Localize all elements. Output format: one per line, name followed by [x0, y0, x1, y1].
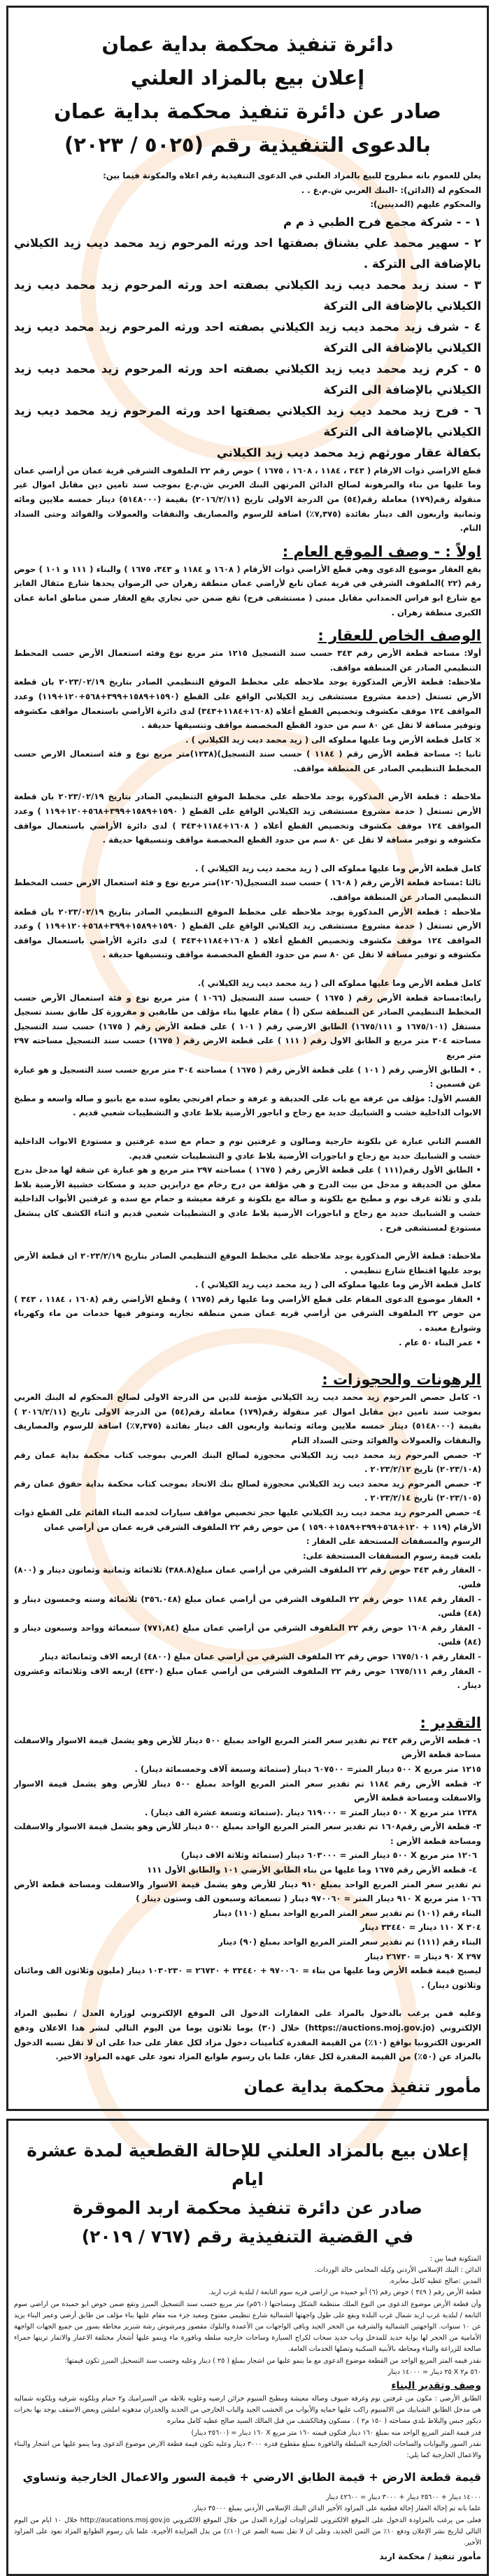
paragraph: ٢- حصص المرحوم زيد محمد ديب زيد الكيلاني محجوزة لصالح البنك العربي بموجب كتاب محكمة بداية عمان رقم (٢٠٢٣/١٠٨) تاريخ ٢٠٢٣/٢/١٢ .	[14, 1450, 481, 1475]
paragraph: ملاحظة: قطعة الأرض المذكورة يوجد ملاحظه على مخطط الموقع التنظيمي الصادر بتاريخ ٢٠٢٣/٢/١٩ ان قطعة الأرض يوجد عليها اقتطاع شارع تنظيمي .	[14, 1251, 481, 1275]
paragraph: • عمر البناء ٥٠ عام .	[399, 1337, 481, 1347]
paragraph: ١٢٣٨ متر مربع X ٥٠٠ دينار المتر = ٦١٩٠٠٠ دينار .(ستمائة وتسعة عشرة الف دينار) .	[144, 1807, 477, 1817]
section-heading: التقدير :	[420, 1714, 481, 1731]
paragraph: ليصبح قيمة قطعه الأرض وما عليها من بناء = ٩٧٠٠٦٠ + ٣٣٤٤٠ + ٢٦٧٣٠ = ١٠٣٠٢٣٠ دينار (مليون وثلاثون الف ومائتان وثلاثون دينار) .	[14, 1966, 481, 1990]
paragraph: القسم الأول: مؤلف من غرفة مع باب على الحديقة و غرفة و حمام افرنجي يعلوه سده مع بانيو و صاله واسعه و مطبخ الابواب الداخلية خشب و الشبابيك حديد مع زجاج و اباجور الأرضية بلاط عادي و التشطيبات شعبي قديم .	[14, 1093, 481, 1118]
spacer	[14, 1350, 481, 1364]
paragraph: . • الطابق الأرضي رقم ( ١٠١ ) على قطعة الأرض رقم ( ١٦٧٥ ) مساحته ٣٠٤ متر مربع حسب سند التسجيل و هو عبارة عن قسمين :	[14, 1064, 481, 1089]
paragraph: رابعا:مساحة قطعة الأرض رقم ( ١٦٧٥ ) حسب سند التسجيل (١٠٦٦ ) متر مربع نوع و فئة استعمال الأرض حسب المخطط التنظيمي الصادر عن المنطقة سكن (أ ) مقام عليها بناء مؤلف من طابقين و مفروزة كل طابق بسند تسجيل مستقل (١٦٧٥/١٠١ و ١٦٧٥/١١١) الطابق الارضي رقم ( ١٠١ ) على قطعة الأرض رقم ( ١٦٧٥) حسب سند التسجيل مساحته ٣٠٤ متر مربع و الطابق الاول رقم ( ١١١ ) على قطعة الارض رقم ( ١٦٧٥) حسب سند التسجيل مساحته ٢٩٧ متر مربع	[14, 992, 481, 1060]
paragraph: ملاحظه : قطعة الأرض المذكورة يوجد ملاحظه على مخطط الموقع التنظيمي الصادر بتاريخ ٢٠٢٣/٠٢/١٩ بان قطعة الأرض تستغل ( خدمة مشروع مستشفى زيد الكيلاني الواقع على القطع ( ١٥٩٠+١٥٨٩+٣٩٩+٥٦٨+١٢٠+١١٩ ) وعدد المواقف ١٢٤ موقف مكشوف وتخصيص القطع أعلاه ( ١٦٠٨+١١٨٤+٣٤٣ ) لدى دائرة الأراضي باستعمال مواقف مكشوفه و توفير مسافة لا تقل عن ٨٠ سم من حدود القطع المخصصة مواقف وتنسيقها حديقة .	[14, 906, 481, 960]
paragraph: القسم الثاني عبارة عن بلكونة خارجية وصالون و غرفتين نوم و حمام مع سده غرفتين و مستودع الابواب الداخلية خشب و الشبابيك حديد مع زجاج و اباجورات الأرضية بلاط عادي و التشطيبات شعبي قديم.	[14, 1136, 481, 1161]
notice-title-announcement: إعلان بيع بالمزاد العلني للإحالة القطعية لمدة عشرة ايام	[27, 2140, 469, 2189]
paragraph: ٣٠٤ X ١١٠ دينار = ٣٣٤٤٠ دينار	[360, 1922, 481, 1933]
paragraph: البناء رقم (١٠١) تم تقدير سعر المتر المربع الواحد بمبلغ (١١٠) دينار	[213, 1908, 481, 1918]
section-heading: وصف وتقدير البناء	[391, 2380, 481, 2392]
paragraph: ثانيا :- مساحة قطعة الأرض رقم ( ١١٨٤ ) حسب سند التسجيل)(١٢٣٨)متر مربع نوع و فئة استعمال الارض حسب المخطط التنظيمي الصادر عن المنطقة مواقف.	[14, 749, 481, 773]
notice-title-issuer: صادر عن دائرة تنفيذ محكمة بداية عمان	[54, 99, 441, 123]
paragraph: ٤- حصص المرحوم زيد محمد ديب زيد الكيلاني عليها حجز تخصيص مواقف سيارات لخدمه البناء القائم على القطع ذوات الأرقام (١١٩ + ١٢٠+٥٦٨+٣٩٩+١٥٨٩+١٥٩٠ ) من حوض رقم ٢٢ الملفوف الشرقي قريه عمان من أراضي عمان	[14, 1508, 481, 1532]
paragraph: ١- قطعه الأرض رقم ٣٤٣ تم تقدير سعر المتر المربع الواحد بمبلغ ٥٠٠ دينار للأرض وهو يشمل قيمة الاسوار والاسفلت مساحة قطعة الأرض	[14, 1735, 481, 1760]
notice-body	[14, 169, 481, 2099]
paragraph: قطع الاراضي ذوات الارقام ( ٣٤٣ ، ١١٨٤ ، ١٦٠٨ ، ١٦٧٥ ) حوض رقم ٢٢ الملفوف الشرقي قرية عمان من أراضي عمان وما عليها من بناء والمرهونة لصالح الدائن المرتهن البنك العربي ش.م.ع بموجب سند تامين دين مقابل اموال غير منقولة رقم(١٧٩) معاملة رقم(٥٤) من الدرجة الاولى تاريخ (٢٠١٦/٢/١١) بقيمة (٥١٤٨٠٠٠) دينار خمسه ملايين ومائه وثمانية واربعون الف دينار بفائدة (٧,٣٧٥٪) اضافة للرسوم والمصاريف والنفقات والعمولات والفوائد وحتى السداد التام.	[14, 465, 482, 534]
paragraph: - العقار رقم ٣٤٣ حوض رقم ٢٢ الملفوف الشرقي من أراضي عمان مبلغ(٣٨٨.٨) ثلاثمائة وثمانية وثمانون دينار و (٨٠٠) فلس.	[14, 1565, 481, 1589]
paragraph: - العقار رقم ١٦٧٥/١٠١ حوض رقم ٢٢ الملفوف الشرقي من أراضي عمان مبلغ (٤٨٠٠) اربعه الاف وثمانمائة دينار	[40, 1651, 481, 1661]
party-line: ٦ - فرح زيد محمد ديب زيد الكيلاني بصفتها احد ورثه المرحوم زيد محمد ديب زيد الكيلاني بالإضافة الى التركة	[14, 403, 481, 438]
party-line: ٥ - كرم زيد محمد ديب زيد الكيلاني بصفته احد ورثه المرحوم زيد محمد ديب زيد الكيلاني بالإضافة الى التركة	[14, 362, 481, 396]
paragraph: - العقار رقم ١٦٠٨ حوض رقم ٢٢ الملفوف الشرقي من أراضي عمان مبلغ (٧٧١,٨٤) سبعمائة وواحد وسبعون دينار و (٨٤) فلس.	[14, 1622, 482, 1647]
paragraph: كامل قطعة الأرض وما عليها مملوكه الى ( زيد محمد ديب زيد الكيلاني ) .	[194, 863, 481, 873]
paragraph: الدائن : البنك الإسلامي الأردني وكيله المحامي خالد الوردات.	[315, 2266, 481, 2274]
irbid-court-auction-notice	[6, 2119, 489, 2576]
paragraph: ملاحظه: قطعة الأرض المذكورة يوجد ملاحظه على مخطط الموقع التنظيمي الصادر بتاريخ ٢٠٢٣/٠٢/١٩ بان قطعة الأرض تستغل (خدمة مشروع مستشفى زيد الكيلاني الواقع على القطع (١٥٩٠+١٥٨٩+٣٩٩+٥٦٨+١٢٠+١١٩) وعدد المواقف ١٢٤ موقف مكشوف وتخصيص القطع أعلاه (١٦٠٨+١١٨٤+٣٤٣) لدى دائرة الأراضي باستعمال مواقف مكشوفه وتوفير مسافة لا تقل عن ٨٠ سم من حدود القطع المخصصة مواقف وتنسيقها حديقة .	[14, 677, 482, 731]
notice-title-case-number: في القضية التنفيذية رقم (٧٦٧ / ٢٠١٩)	[81, 2226, 414, 2247]
paragraph: يقع العقار موضوع الدعوى وهي قطع الأراضي ذوات الأرقام ( ١٦٠٨ و ١١٨٤ و ٣٤٣، ١٦٧٥ ) والبناء ( ١١١ و ١٠١ ) حوض رقم (٢٢ )الملفوف الشرقي في قرية عمان تابع لأراضي عمان منطقة زهران حي الرضوان يحدها شارع مثقال الفايز مع شارع ابو فراس الحمداني مقابل مبنى ( مستشفى فرح) تقع ضمن حي تجاري يقع العقار ضمن مناطق امانة عمان الكبرى منطقة زهران .	[14, 564, 482, 617]
paragraph: الطابق الأرضي : مكون من غرفتين نوم وغرفة ضيوف وصاله معيشة ومطبخ المنيوم خزائن ارضيه وعلويه بلاطه من السيراميك و٢ حمام وبلكونه شرقيه وبلكونه شماليه هي مدخل الطابق الشبابيك من الالمنيوم راكب عليها حمايه والأبواب من الخشب الجيد والباب الخارجي من الحديد والجدران مدهونه املشن وبعض الاسقف يوجد بها بحرات ديكور جبس والبلاط بلدي مساحته ( ١٥٠ م٢ ) . مسكون وقتالكشف من قبل المالك السيد صالح عطيه كامل معابره	[14, 2395, 481, 2426]
party-line: ٢ - سهير محمد علي بشناق بصفتها احد ورثه المرحوم زيد محمد ديب زيد الكيلاني بالإضافة الى التركة .	[14, 236, 481, 271]
notice-title-case-number: بالدعوى التنفيذية رقم (٥٠٢٥ / ٢٠٢٣)	[64, 133, 432, 157]
paragraph: وأن قطعة الأرض موضوع الدعوى من النوع الملك منتظمة الشكل ومساحتها (٥٦٠م) متر مربع حسب سند التسجيل المبرز وتقع ضمن حوض ابو حميده من اراضي سوم التابعة / لبلدية غرب اربد شمال غرب البلدة ويقع على طول واجهتها الشمالية شارع تنظيمي مفتوح ومعبد جزء منه مقام عليها بناء مؤلف من طابق أرضي وعمر البناء يزيد عن ١٠ سنوات. الواجهتين الشمالية والشرقية من الحجر الجيد وباقي الواجهات من الأعمدة والبلوك مقصور ومرشوش رشة شبريز محاطة بسور من جميع الجهات الواجهة الأمامية من الحجر لها بوابة حديد للمدخل وباب حديد سحاب لكراج السيارة وساحات خارجيه مبلطه ونافورة ماء وينمو عليها أشجار مختلفة الاعمار والاثمار تربتها حمراء صالحة للزراعة والبناء ومحاطه بالأبنية السكنية وتصلها الخدمات العامة.	[14, 2300, 482, 2354]
notice-title-announcement: إعلان بيع بالمزاد العلني	[130, 66, 365, 90]
paragraph: ٣- قطعة الأرض رقم١٦٠٨ تم تقدير سعر المتر المربع الواحد بمبلغ ٥٠٠ دينار للأرض وهو يشمل قيمة الاسوار والاسفلت ومساحة قطعة الأرض :	[14, 1822, 481, 1846]
section-heading: الوصف الخاص للعقار :	[318, 627, 481, 645]
spacer	[14, 847, 481, 861]
section-heading: الرهونات والحجوزات :	[322, 1371, 481, 1389]
party-line: ١ - - شركة مجمع فرح الطبي ذ م م	[283, 215, 481, 229]
spacer	[14, 1120, 481, 1134]
notice-headings	[14, 27, 481, 162]
notice-body	[14, 2254, 481, 2564]
notice-headings	[14, 2136, 481, 2251]
paragraph: الرسوم والمسقفات المستحقة على العقار :	[306, 1536, 481, 1547]
paragraph: علما بانه تم إحالة العقار إحالة قطعية على المزاود الأخير الدائن البنك الإسلامي الأردني بمبلغ ٣٥٠٠٠ دينار.	[192, 2505, 481, 2513]
paragraph: • الطابق الأول رقم(١١١ ) على قطعة الأرض رقم ( ١٦٧٥ ) مساحته ٢٩٧ متر مربع و هو عبارة عن شقة لها مدخل بدرج معلق من الحديقة و مدخل من بيت الدرج و هي مؤلفة من درج رخام مع درابزين حديد و مسكات خشبية الأرضية بلاط بلدي و ثلاثة غرف نوم و مطبخ مع بلكونة و صالة مع بلكونة و غرفة معيشة و حمام مع سده و غرفتين الأبواب الداخلية خشب و الشبابيك حديد مع زجاج و اباجورات الأرضية بلاط عادي و التشطيبات شعبي قديم و اثناء الكشف كان ينشغل مستودع لمستشفى فرح .	[14, 1165, 482, 1233]
paragraph: والمحكوم عليهم (المدينين):	[370, 199, 481, 210]
party-line: بكفالة عقار مورثهم زيد محمد ديب زيد الكيلاني	[216, 445, 481, 459]
paragraph: المتكونة فيما بين :	[429, 2254, 481, 2263]
party-line: ٤ - شرف زيد محمد ديب زيد الكيلاني بصفته احد ورثه المرحوم زيد محمد ديب زيد الكيلاني بالإضافة الى التركة	[14, 320, 481, 355]
amman-court-auction-notice	[6, 6, 489, 2111]
paragraph: أولا: مساحه قطعة الأرض رقم ٣٤٣ حسب سند التسجيل ١٢١٥ متر مربع نوع وفئه استعمال الأرض حسب المخطط التنظيمي الصادر عن المنطقه مواقف.	[14, 648, 481, 673]
party-line: قيمة قطعة الارض + قيمة الطابق الارضي + قيمة السور والاعمال الخارجية وتساوي	[22, 2470, 481, 2484]
paragraph: ملاحظه : قطعة الأرض المذكورة يوجد ملاحظه على مخطط الموقع التنظيمي الصادر بتاريخ ٢٠٢٣/٠٢/١٩ بان قطعة الأرض تستغل ( خدمة مشروع مستشفى زيد الكيلاني الواقع على القطع ( ١٥٩٠+١٥٨٩+٣٩٩+٥٦٨+١٢٠+١١٩ ) وعدد المواقف ١٢٤ موقف مكشوف وتخصيص القطع أعلاه ( ١٦٠٨+١١٨٤+٣٤٣ ) لدى دائرة الأراضي باستعمال مواقف مكشوفه و توفير مسافة لا تقل عن ٨٠ سم من حدود القطع المخصصة مواقف وتنسيقها حديقة .	[14, 792, 481, 845]
paragraph: نقدر قيمه المتر المربع الواحد من القطعة موضوع الدعوى مع ما ينمو عليها من اشجار بمبلغ ( ٢٥ ) دينار وعليه وحسب سند التسجيل المبرز تكون قيمتها:	[64, 2356, 481, 2365]
notice-title-issuer: صادر عن دائرة تنفيذ محكمة اربد الموقرة	[73, 2197, 422, 2218]
paragraph: قدر قيمة المتر المربع الواحد منه بمبلغ ١٦٠ دينار فتكون قيمته ١٦٠ متر مربع X ١٦٠ دينار = (٢٥٦٠٠ دينار)	[191, 2428, 481, 2437]
paragraph: • العقار موضوع الدعوى المقام على قطع الأراضي وما عليها رقم (١٦٧٥ ) وقطع الأراضي رقم (١٦٠٨ ، ١١٨٤ ، ٣٤٣ ) من حوض ٢٢ الملفوف الشرقي من أراضي قريه عمان ضمن منطقه تجاريه ومتوفر فيها خدمات من ماء وكهرباء وشوارع معبده .	[14, 1294, 481, 1333]
paragraph: بلغت قيمة رسوم المسقفات المستحقة على:	[302, 1550, 481, 1561]
paragraph: ٢- قطعه الأرض رقم ١١٨٤ تم تقدير سعر المتر المربع الواحد بمبلغ ٥٠٠ دينار للأرض وهو يشمل قيمة الاسوار والاسفلت ومساحة قطعة الأرض	[14, 1778, 481, 1803]
paragraph: المحكوم له (الدائن): -البنك العربي ش.م.ع . .	[301, 185, 481, 195]
paragraph: كامل قطعة الأرض وما عليها مملوكه الى ( زيد محمد ديب زيد الكيلاني ).	[197, 978, 481, 988]
paragraph: البناء رقم (١١١) تم تقدير سعر المتر المربع الواحد بمبلغ (٩٠) دينار	[218, 1937, 481, 1947]
paragraph: - العقار رقم ١٦٧٥/١١١ حوض رقم ٢٢ الملفوف الشرقي من أراضي عمان مبلغ (٤٣٢٠) اربعه الاف وثلاثمائه وعشرون دينار .	[14, 1666, 482, 1691]
paragraph: قطعة الأرض رقم ( ٣٤٩ ) حوض رقم (٦) أبو حميده من اراضي قريه سوم التابعة / لبلدية غرب اربد.	[208, 2289, 481, 2297]
section-heading: اولاً : - وصف الموقع العام :	[282, 543, 481, 560]
paragraph: نقدر السور والبوابات والساحات الخارجية المبلطة والنافورة بمبلغ مقطوع قدره ٣٠٠٠ دينار وعليه تكون قيمة قطعة الارض موضوع الدعوى وما ينمو عليها من اشجار والبناء والاعمال الخارجية كما يلي:	[14, 2440, 481, 2460]
paragraph: ١٤٠٠٠ دينار + ٢٥٦٠٠ دينار + ٣٠٠٠ دينار = ٤٢٦٠٠ دينار	[325, 2493, 481, 2502]
paragraph: ١- كامل حصص المرحوم زيد محمد ديب زيد الكيلاني مؤمنة للدين من الدرجة الاولى لصالح المحكوم له البنك العربي بموجب سند تامين دين مقابل اموال غير منقولة رقم(١٧٩) معاملة رقم(٥٤) من الدرجة الاولى تاريخ (٢٠١٦/٢/١١ ) بقيمة (٥١٤٨٠٠٠) دينار خمسه ملايين ومائه وثمانية واربعون الف دينار بفائدة (٧,٣٧٥٪) اضافة للرسوم والمصاريف والنفقات والعمولات والفوائد وحتى السداد التام	[14, 1392, 481, 1446]
spacer	[14, 1693, 481, 1707]
paragraph: ٥٦٠ م٢ X ٢٥ دينار = ١٤٠٠٠ دينار	[387, 2368, 481, 2376]
paragraph: تم تقدير سعر المتر المربع الواحد بمبلغ ٩١٠ دينار للأرض وهو يشمل قيمة الاسوار والاسفلت ومساحة قطعة الأرض ١٠٦٦ متر مربع X ٩١٠ دينار المتر = ٩٧٠٠٦٠ دينار ( تسعمائة وسبعون الف وستون دينار )	[14, 1879, 481, 1904]
spacer	[14, 1235, 481, 1249]
paragraph: المدين :صالح عطيه كامل معايره.	[388, 2277, 481, 2286]
party-line: ٣ - سند زيد محمد ديب زيد الكيلاني بصفته احد ورثه المرحوم زيد محمد ديب زيد الكيلاني بالإضافة الى التركة	[14, 278, 481, 313]
paragraph: ٢٩٧ X ٩٠ دينار = ٢٦٧٣٠ دينار	[365, 1951, 481, 1961]
signature: مأمور تنفيذ محكمة بداية عمان	[243, 2077, 481, 2096]
paragraph: ثالثا :مساحة قطعة الأرض رقم ( ١٦٠٨ ) حسب سند التسجيل(١٢٠٦)متر مربع نوع و فئة استعمال الارض حسب المخطط التنظيمي الصادر عن المنطقة مواقف.	[14, 878, 481, 903]
paragraph: × كامل قطعة الأرض وما عليها مملوكه الى ( زيد محمد ديب زيد الكيلاني ) .	[185, 734, 481, 745]
paragraph: يعلن للعموم بانه مطروح للبيع بالمزاد العلني في الدعوى التنفيذية رقم اعلاه والمكونة فيما بين:	[103, 171, 481, 180]
signature: مأمور تنفيذ / محكمة اربد	[379, 2552, 481, 2562]
paragraph: ٣- حصص المرحوم زيد محمد ديب زيد الكيلاني محجوزة لصالح بنك الاتحاد بموجب كتاب محكمة بداية حقوق عمان رقم (٢٠٢٣/١٠٥) تاريخ ٢٠٢٣/٢/١٤ .	[14, 1478, 481, 1503]
spacer	[14, 775, 481, 789]
spacer	[14, 962, 481, 976]
paragraph: فعلى من يرغب بالمزاودة الدخول على الموقع الالكتروني للمزاودات لوزارة العدل من خلال الموقع الالكتروني http://aucations.moj.gov.jo خلال ١٠ ايام من اليوم التالي لتاريخ نشر الإعلان ودفع ١٠٪ من الثمن الجديد، وعلى ان لا تقل نسبة الضم عن (١٠٪) من بدل المزايدة الأخيرة، علما بان رسوم الطوابع المزاد تعود على المزاود الأخير.	[14, 2516, 481, 2547]
paragraph: وعليه فمن يرغب بالدخول بالمزاد على العقارات الدخول الى الموقع الإلكتروني لوزارة العدل / تطبيق المزاد الإلكتروني (https://auctions.moj.gov.jo) خلال (٣٠) يوما ثلاثون يوما من اليوم التالي لنشر هذا الاعلان ودفع العربون الكترونيا بواقع (١٠٪) من القيمة المقدرة كتأمينات دخول مزاد لكل عقار على حدا على ان لا تقل نسبه الدخول بالمزاد عن (٥٠٪) من القيمة المقدرة لكل عقار، علما بان رسوم طوابع المزاد تعود على عهده المزاود الاخير.	[14, 2008, 482, 2062]
notice-title-department: دائرة تنفيذ محكمة بداية عمان	[101, 32, 394, 56]
paragraph: كامل قطعة الأرض وما عليها مملوكه الى ( زيد محمد ديب زيد الكيلاني ) .	[194, 1280, 481, 1290]
paragraph: ٤- قطعه الأرض رقم ١٦٧٥ وما عليها من بناء الطابق الأرضي ١٠١ والطابق الأول ١١١	[147, 1865, 477, 1875]
paragraph: - العقار رقم ١١٨٤ حوض رقم ٢٢ الملفوف الشرقي من أراضي عمان مبلغ (٣٥٦.٠٤٨) ثلاثمائة وسته وخمسون دينار و (٤٨) فلس.	[14, 1594, 482, 1619]
paragraph: ١٢٠٦ متر مربع X ٥٠٠ دينار المتر = ٦٠٣٠٠٠ دينار (ستمائة وثلاثة الاف دينار)	[180, 1850, 477, 1861]
paragraph: ١٢١٥ متر مربع X ٥٠٠ دينار المتر= ٦٠٧٥٠٠ دينار (ستمائة وسبعة آلاف وخمسمائة دينار) .	[134, 1763, 481, 1774]
spacer	[14, 1992, 481, 2006]
